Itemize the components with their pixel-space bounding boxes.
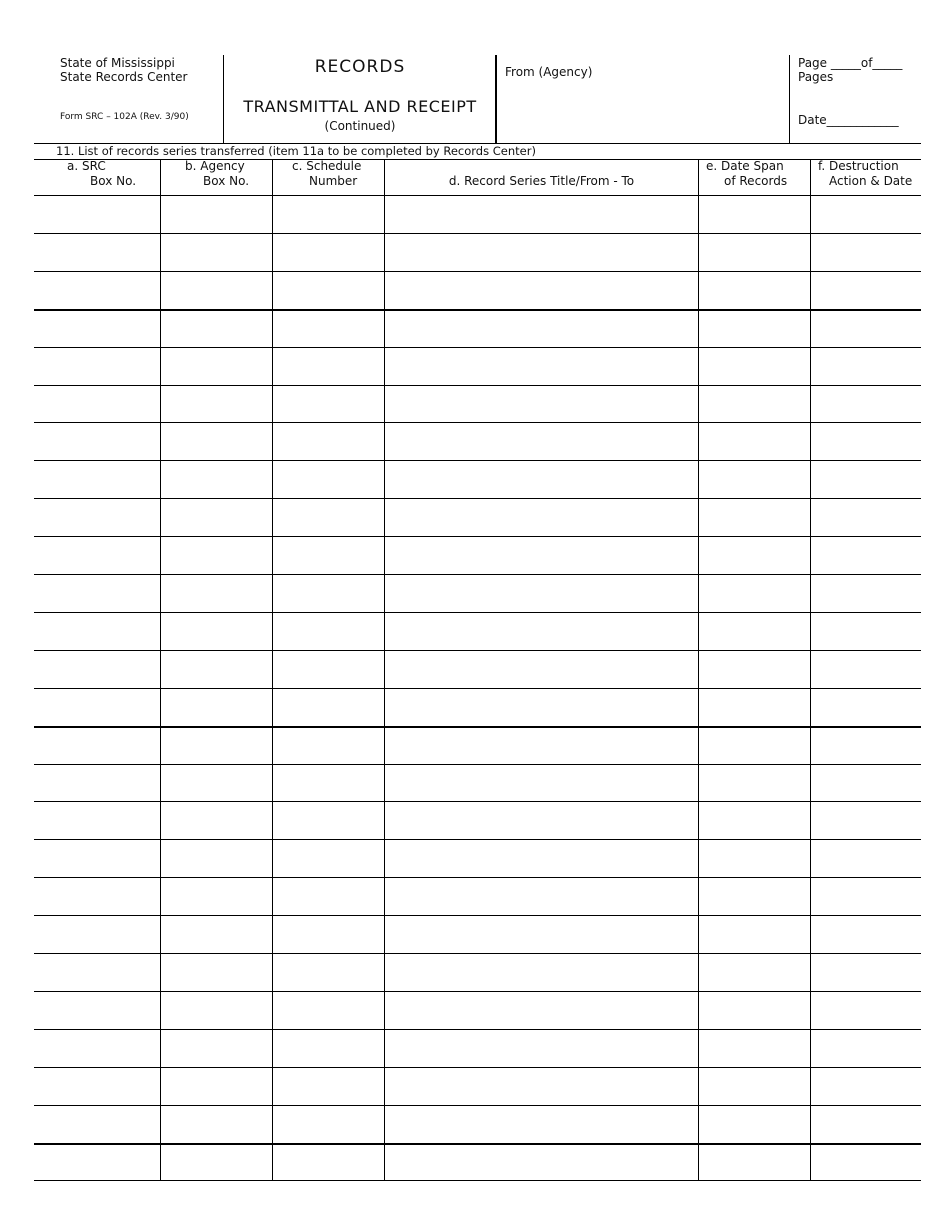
table-row[interactable] <box>34 422 921 460</box>
form-title-main: TRANSMITTAL AND RECEIPT <box>243 97 477 116</box>
list-instructions: 11. List of records series transferred (item 11a to be completed by Records Center) <box>56 144 536 158</box>
table-top-border <box>34 159 921 160</box>
records-center-name: State Records Center <box>60 70 188 84</box>
table-row[interactable] <box>34 839 921 877</box>
form-header <box>34 55 921 143</box>
column-divider <box>160 159 161 1180</box>
table-row[interactable] <box>34 195 921 233</box>
table-row[interactable] <box>34 1105 921 1143</box>
table-row[interactable] <box>34 271 921 309</box>
column-header-src-box <box>67 159 136 189</box>
pages-label: Pages <box>798 70 834 84</box>
table-row[interactable] <box>34 688 921 726</box>
page-number-field[interactable] <box>798 56 902 84</box>
table-row[interactable] <box>34 877 921 915</box>
table-row[interactable] <box>34 1143 921 1181</box>
column-header-destruction-line2: Action & Date <box>829 174 913 188</box>
column-header-agency-box <box>185 159 249 189</box>
table-row[interactable] <box>34 385 921 423</box>
records-series-table <box>34 159 921 1180</box>
column-divider <box>698 159 699 1180</box>
table-row[interactable] <box>34 536 921 574</box>
form-title-records: RECORDS <box>314 57 406 77</box>
column-header-schedule-line1: c. Schedule <box>292 159 362 173</box>
form-title-continued: (Continued) <box>324 119 396 133</box>
table-row[interactable] <box>34 953 921 991</box>
column-header-schedule-line2: Number <box>309 174 358 188</box>
table-row[interactable] <box>34 726 921 764</box>
table-row[interactable] <box>34 309 921 347</box>
page-of-label: Page _____of_____ <box>798 56 903 70</box>
column-header-date-span-line2: of Records <box>724 174 788 188</box>
state-name: State of Mississippi <box>60 56 175 70</box>
table-row[interactable] <box>34 233 921 271</box>
table-row[interactable] <box>34 650 921 688</box>
table-row[interactable] <box>34 574 921 612</box>
table-row[interactable] <box>34 612 921 650</box>
column-header-destruction-line1: f. Destruction <box>818 159 899 173</box>
column-header-src-box-line1: a. SRC <box>67 159 106 173</box>
date-field[interactable]: Date____________ <box>798 113 899 127</box>
column-header-src-box-line2: Box No. <box>90 174 137 188</box>
row-divider <box>34 1180 921 1181</box>
form-number: Form SRC – 102A (Rev. 3/90) <box>60 112 189 122</box>
from-agency-label: From (Agency) <box>505 65 593 79</box>
column-header-date-span <box>706 159 787 189</box>
column-header-agency-box-line2: Box No. <box>203 174 250 188</box>
issuer-block <box>34 55 223 143</box>
table-row[interactable] <box>34 1029 921 1067</box>
column-divider <box>810 159 811 1180</box>
table-row[interactable] <box>34 991 921 1029</box>
table-row[interactable] <box>34 1067 921 1105</box>
page-date-block <box>789 55 922 143</box>
column-header-schedule <box>292 159 361 189</box>
title-block <box>223 55 496 143</box>
column-divider <box>384 159 385 1180</box>
column-header-record-series: d. Record Series Title/From - To <box>448 174 635 188</box>
column-header-agency-box-line1: b. Agency <box>185 159 245 173</box>
table-row[interactable] <box>34 764 921 802</box>
table-row[interactable] <box>34 801 921 839</box>
table-row[interactable] <box>34 347 921 385</box>
table-row[interactable] <box>34 460 921 498</box>
table-row[interactable] <box>34 498 921 536</box>
column-header-date-span-line1: e. Date Span <box>706 159 784 173</box>
column-divider <box>272 159 273 1180</box>
column-header-destruction <box>818 159 912 189</box>
from-agency-field[interactable] <box>495 55 790 143</box>
table-row[interactable] <box>34 915 921 953</box>
